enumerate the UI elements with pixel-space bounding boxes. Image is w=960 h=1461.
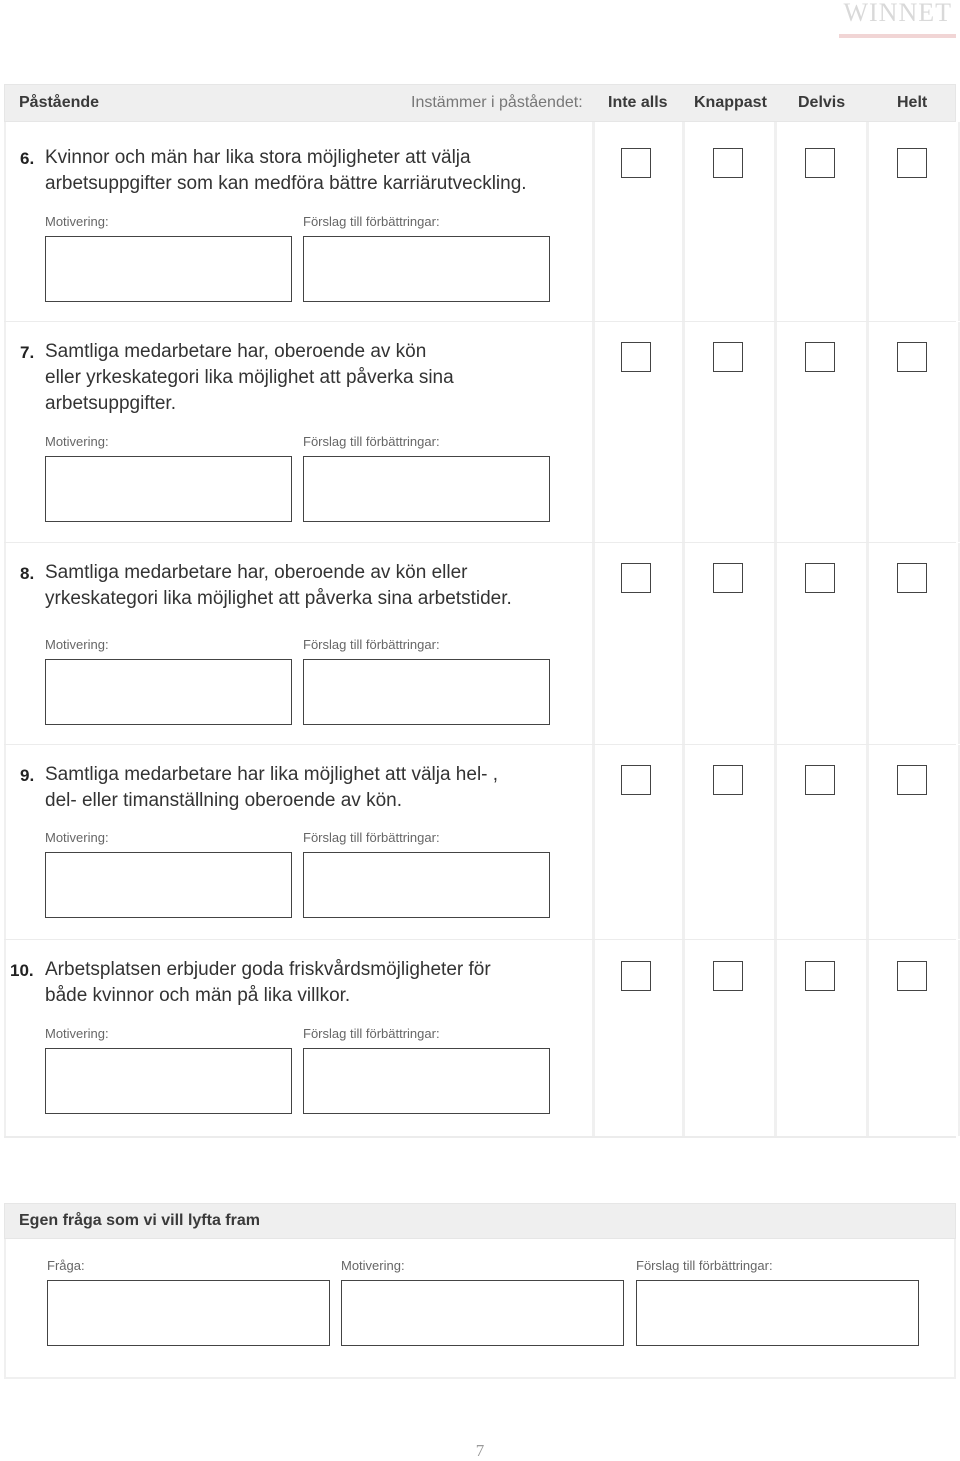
- motivation-field[interactable]: [45, 659, 292, 725]
- option-header-partly: Delvis: [798, 94, 846, 111]
- question-label: Fråga:: [47, 1258, 85, 1273]
- question-number: 10.: [10, 961, 34, 980]
- checkbox-fully[interactable]: [897, 342, 927, 372]
- question-number: 6.: [20, 149, 35, 168]
- suggestions-field[interactable]: [303, 659, 550, 725]
- question-number: 8.: [20, 564, 35, 583]
- checkbox-partly[interactable]: [805, 961, 835, 991]
- checkbox-not-at-all[interactable]: [621, 961, 651, 991]
- checkbox-hardly[interactable]: [713, 563, 743, 593]
- question-number: 7.: [20, 343, 35, 362]
- checkbox-fully[interactable]: [897, 563, 927, 593]
- motivation-label: Motivering:: [341, 1258, 405, 1273]
- suggestions-label: Förslag till förbättringar:: [303, 214, 440, 229]
- page-number: 7: [475, 1441, 485, 1460]
- checkbox-not-at-all[interactable]: [621, 148, 651, 178]
- question-row-8: [4, 543, 956, 745]
- own-question-section: [4, 1239, 956, 1379]
- checkbox-not-at-all[interactable]: [621, 765, 651, 795]
- motivation-field[interactable]: [45, 1048, 292, 1114]
- checkbox-hardly[interactable]: [713, 342, 743, 372]
- option-header-hardly: Knappast: [694, 94, 767, 111]
- checkbox-fully[interactable]: [897, 148, 927, 178]
- suggestions-field[interactable]: [303, 852, 550, 918]
- question-text: Arbetsplatsen erbjuder goda friskvårdsmöjligheter för både kvinnor och män på lika villkor.: [45, 959, 491, 1006]
- suggestions-field[interactable]: [303, 456, 550, 522]
- checkbox-fully[interactable]: [897, 765, 927, 795]
- checkbox-partly[interactable]: [805, 342, 835, 372]
- statement-header: Påstående: [19, 94, 100, 111]
- option-header-not-at-all: Inte alls: [608, 94, 668, 111]
- suggestions-field[interactable]: [303, 236, 550, 302]
- question-text: Kvinnor och män har lika stora möjligheter att välja arbetsuppgifter som kan medföra bättre karriärutveckling.: [45, 147, 527, 194]
- question-text: Samtliga medarbetare har, oberoende av kön eller yrkeskategori lika möjlighet att påverka sina arbetstider.: [45, 562, 512, 609]
- own-question-title: Egen fråga som vi vill lyfta fram: [19, 1212, 260, 1229]
- question-text: Samtliga medarbetare har lika möjlighet att välja hel- , del- eller timanställning oberoende av kön.: [45, 764, 499, 811]
- suggestions-label: Förslag till förbättringar:: [303, 1026, 440, 1041]
- motivation-label: Motivering:: [45, 637, 109, 652]
- own-question-field[interactable]: [47, 1280, 330, 1346]
- own-motivation-field[interactable]: [341, 1280, 624, 1346]
- checkbox-not-at-all[interactable]: [621, 563, 651, 593]
- question-row-7: [4, 322, 956, 543]
- own-question-header: [4, 1203, 956, 1239]
- table-header: [4, 84, 956, 122]
- checkbox-hardly[interactable]: [713, 961, 743, 991]
- checkbox-fully[interactable]: [897, 961, 927, 991]
- checkbox-not-at-all[interactable]: [621, 342, 651, 372]
- option-header-fully: Helt: [897, 94, 928, 111]
- motivation-label: Motivering:: [45, 830, 109, 845]
- agree-header: Instämmer i påståendet:: [411, 94, 583, 111]
- winnet-logo: WINNET: [839, 0, 956, 38]
- own-suggestions-field[interactable]: [636, 1280, 919, 1346]
- suggestions-label: Förslag till förbättringar:: [303, 434, 440, 449]
- motivation-field[interactable]: [45, 852, 292, 918]
- motivation-label: Motivering:: [45, 1026, 109, 1041]
- checkbox-partly[interactable]: [805, 563, 835, 593]
- question-number: 9.: [20, 766, 35, 785]
- suggestions-label: Förslag till förbättringar:: [303, 637, 440, 652]
- suggestions-label: Förslag till förbättringar:: [636, 1258, 773, 1273]
- question-row-6: [4, 122, 956, 322]
- checkbox-hardly[interactable]: [713, 148, 743, 178]
- checkbox-partly[interactable]: [805, 765, 835, 795]
- question-row-10: [4, 940, 956, 1138]
- motivation-label: Motivering:: [45, 214, 109, 229]
- checkbox-hardly[interactable]: [713, 765, 743, 795]
- motivation-field[interactable]: [45, 456, 292, 522]
- suggestions-label: Förslag till förbättringar:: [303, 830, 440, 845]
- question-text: Samtliga medarbetare har, oberoende av kön eller yrkeskategori lika möjlighet att påverka sina arbetsuppgifter.: [45, 341, 454, 414]
- question-row-9: [4, 745, 956, 940]
- suggestions-field[interactable]: [303, 1048, 550, 1114]
- checkbox-partly[interactable]: [805, 148, 835, 178]
- motivation-label: Motivering:: [45, 434, 109, 449]
- motivation-field[interactable]: [45, 236, 292, 302]
